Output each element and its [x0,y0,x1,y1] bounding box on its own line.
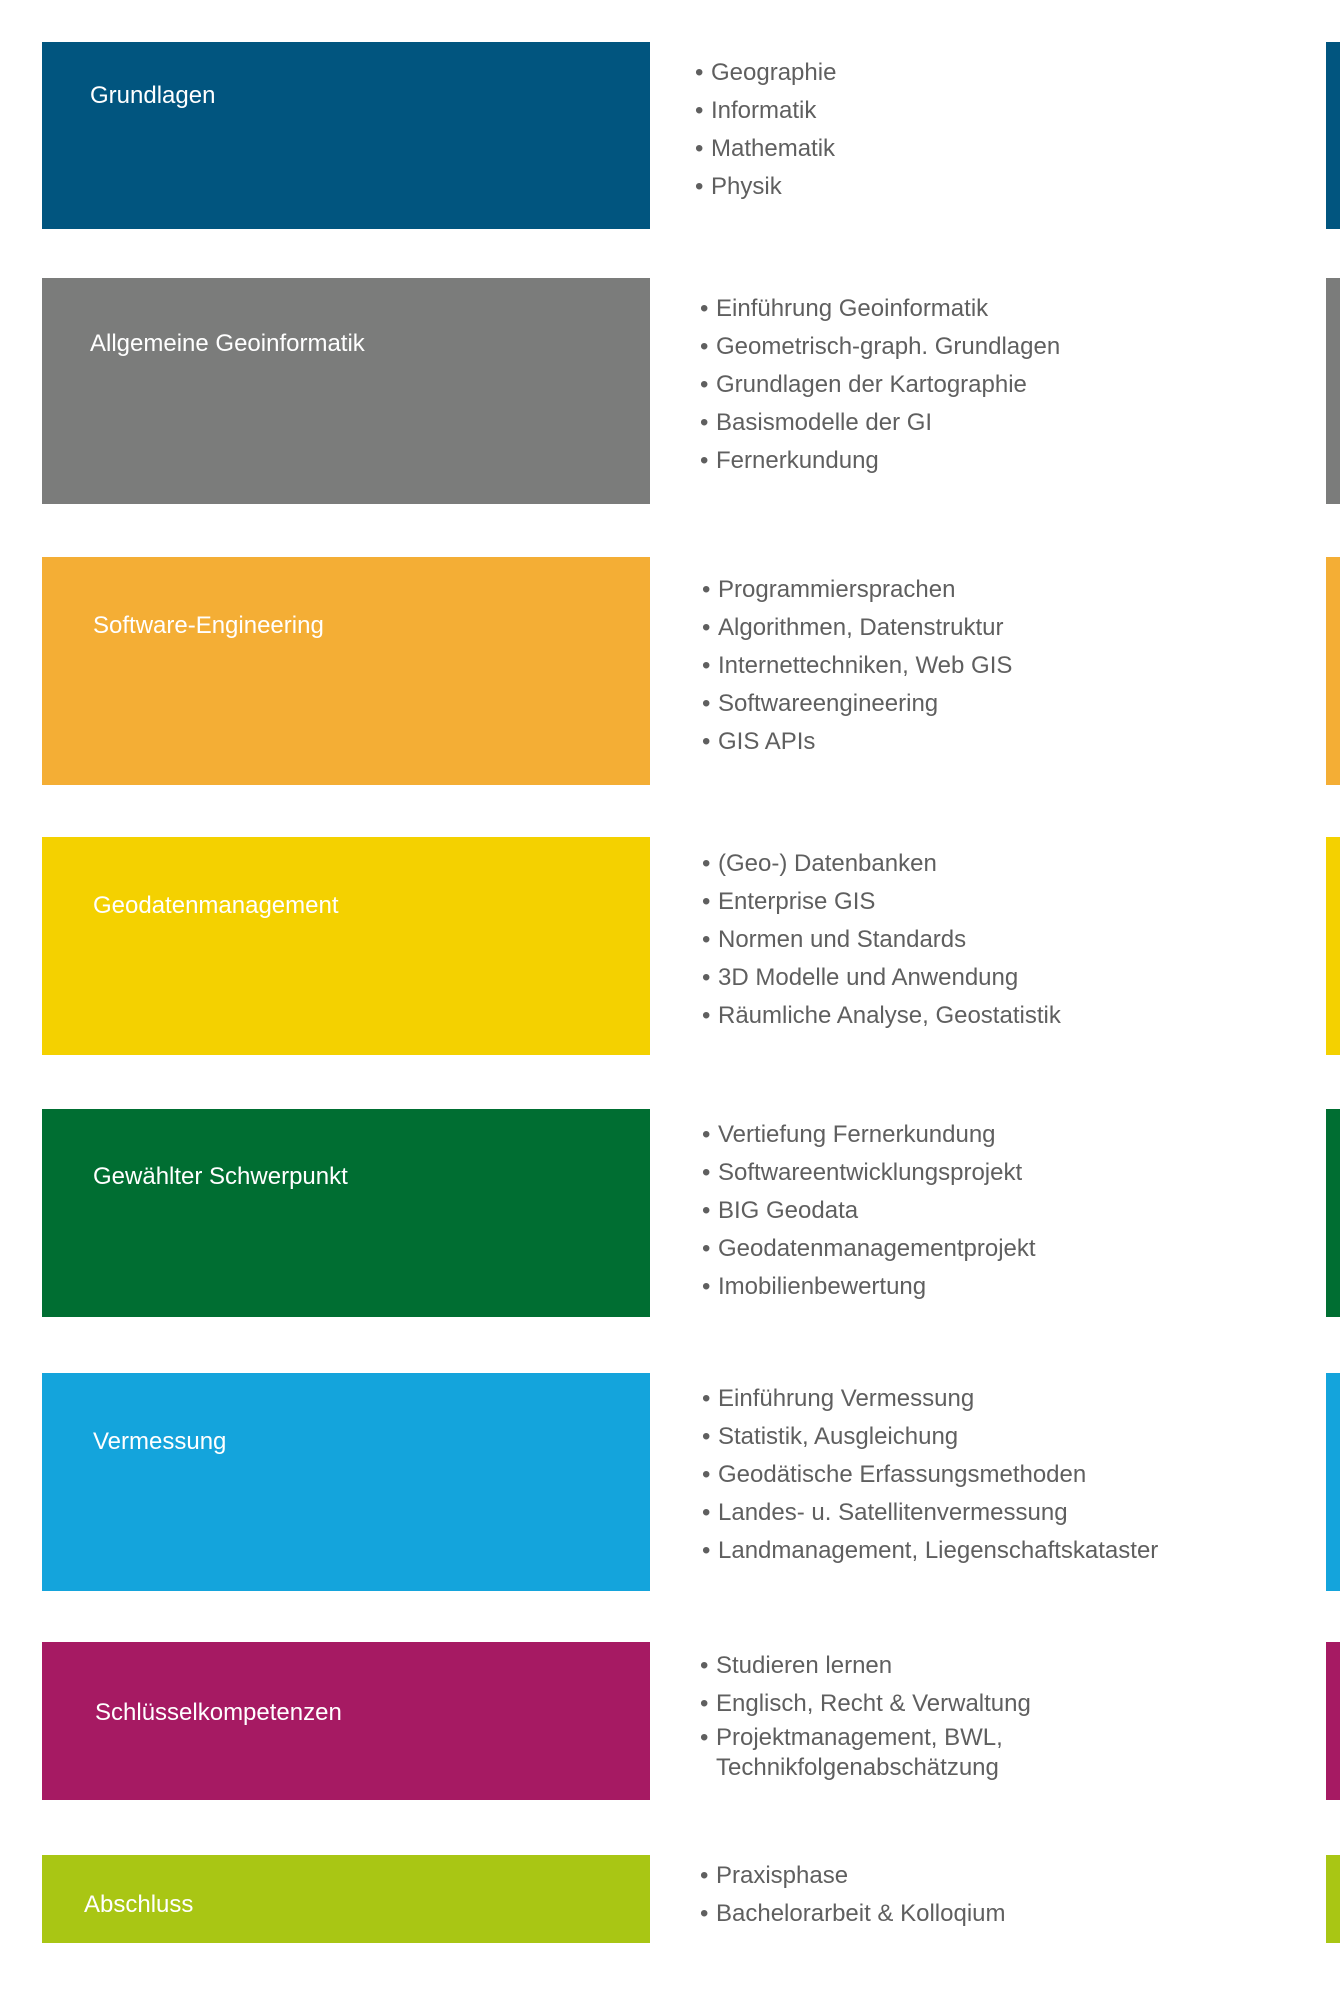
topic-item: • Studieren lernen [700,1647,1286,1685]
module-edge-bar [1326,837,1340,1055]
topic-item: • Algorithmen, Datenstruktur [702,609,1286,647]
topic-item: • Grundlagen der Kartographie [700,366,1286,404]
module-block-grundlagen [42,42,650,229]
module-label: Gewählter Schwerpunkt [93,1163,348,1190]
module-edge-bar [1326,1855,1340,1943]
topic-item: • Normen und Standards [702,921,1286,959]
module-label: Geodatenmanagement [93,892,339,919]
topic-item: • Bachelorarbeit & Kolloqium [700,1895,1286,1933]
topic-item: • Landmanagement, Liegenschaftskataster [702,1532,1286,1570]
topic-item: • GIS APIs [702,723,1286,761]
topic-item: • Imobilienbewertung [702,1268,1286,1306]
module-label: Allgemeine Geoinformatik [90,330,365,357]
module-block-vermessung [42,1373,650,1591]
module-block-allgemeine-geoinformatik [42,278,650,504]
module-block-schluesselkompetenzen [42,1642,650,1800]
module-label: Grundlagen [90,82,216,109]
topic-item: • Informatik [695,92,1286,130]
topic-list [702,1116,1286,1306]
module-block-software-engineering [42,557,650,785]
module-block-abschluss [42,1855,650,1943]
module-row-allgemeine-geoinformatik [0,278,1340,504]
topic-item: • Einführung Geoinformatik [700,290,1286,328]
topic-item: • Mathematik [695,130,1286,168]
topic-item: • 3D Modelle und Anwendung [702,959,1286,997]
module-label: Abschluss [84,1891,194,1918]
topic-item: • Softwareengineering [702,685,1286,723]
topic-item: • Geodätische Erfassungsmethoden [702,1456,1286,1494]
topic-item: • (Geo-) Datenbanken [702,845,1286,883]
module-edge-bar [1326,42,1340,229]
topic-item: • Statistik, Ausgleichung [702,1418,1286,1456]
topic-item: • Internettechniken, Web GIS [702,647,1286,685]
module-block-geodatenmanagement [42,837,650,1055]
topic-item: • Projektmanagement, BWL, Technikfolgenabschätzung [700,1723,1046,1787]
topic-list [702,571,1286,761]
topic-item: • Einführung Vermessung [702,1380,1286,1418]
module-edge-bar [1326,278,1340,504]
module-edge-bar [1326,1642,1340,1800]
topic-item: • Geographie [695,54,1286,92]
module-row-abschluss [0,1855,1340,1943]
topic-list [702,1380,1286,1570]
topic-item: • Englisch, Recht & Verwaltung [700,1685,1286,1723]
topic-item: • Programmiersprachen [702,571,1286,609]
topic-item: • BIG Geodata [702,1192,1286,1230]
topic-item: • Geodatenmanagementprojekt [702,1230,1286,1268]
topic-item: • Enterprise GIS [702,883,1286,921]
topic-item: • Fernerkundung [700,442,1286,480]
topic-item: • Räumliche Analyse, Geostatistik [702,997,1286,1035]
topic-item: • Softwareentwicklungsprojekt [702,1154,1286,1192]
topic-list [700,290,1286,480]
module-edge-bar [1326,557,1340,785]
topic-item: • Landes- u. Satellitenvermessung [702,1494,1286,1532]
module-row-software-engineering [0,557,1340,785]
topic-list [700,1647,1286,1787]
topic-item: • Basismodelle der GI [700,404,1286,442]
topic-item: • Vertiefung Fernerkundung [702,1116,1286,1154]
module-row-vermessung [0,1373,1340,1591]
module-row-geodatenmanagement [0,837,1340,1055]
topic-list [700,1857,1286,1933]
topic-item: • Praxisphase [700,1857,1286,1895]
module-row-schluesselkompetenzen [0,1642,1340,1800]
module-label: Software-Engineering [93,612,324,639]
module-row-gewaehlter-schwerpunkt [0,1109,1340,1317]
module-edge-bar [1326,1109,1340,1317]
topic-item: • Geometrisch-graph. Grundlagen [700,328,1286,366]
module-label: Vermessung [93,1428,227,1455]
topic-list [695,54,1286,206]
module-label: Schlüsselkompetenzen [95,1699,342,1726]
module-edge-bar [1326,1373,1340,1591]
topic-list [702,845,1286,1035]
module-block-gewaehlter-schwerpunkt [42,1109,650,1317]
module-row-grundlagen [0,42,1340,229]
topic-item: • Physik [695,168,1286,206]
